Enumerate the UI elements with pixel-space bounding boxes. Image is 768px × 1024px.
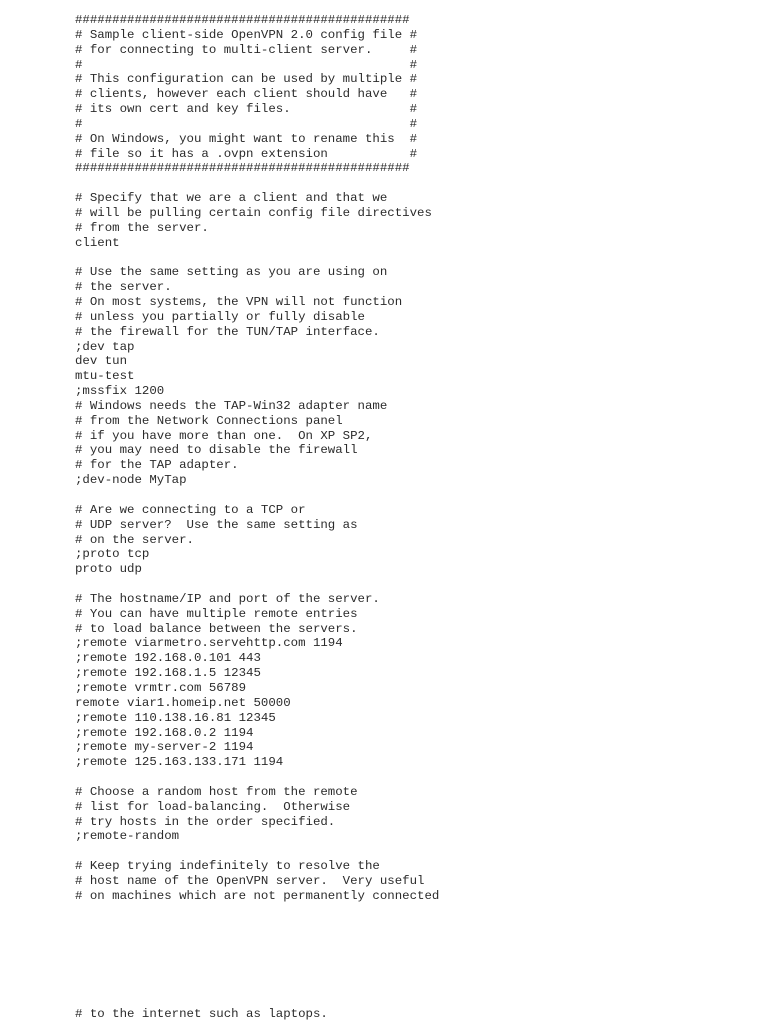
config-line: ;dev-node MyTap bbox=[75, 473, 187, 488]
config-line: # Use the same setting as you are using on bbox=[75, 265, 388, 280]
config-text-continued bbox=[75, 1007, 328, 1022]
config-line: # to the internet such as laptops. bbox=[75, 1007, 328, 1021]
config-line: # unless you partially or fully disable bbox=[75, 309, 365, 324]
config-line: # UDP server? Use the same setting as bbox=[75, 517, 358, 532]
config-line: # from the Network Connections panel bbox=[75, 413, 343, 428]
config-line: # you may need to disable the firewall bbox=[75, 443, 358, 458]
config-line: ;remote vrmtr.com 56789 bbox=[75, 680, 247, 695]
config-line: # for connecting to multi-client server. # bbox=[75, 42, 418, 57]
config-line: # on machines which are not permanently connected bbox=[75, 888, 440, 903]
config-line: # Windows needs the TAP-Win32 adapter name bbox=[75, 398, 388, 413]
config-line: # Sample client-side OpenVPN 2.0 config file # bbox=[75, 27, 418, 42]
config-line: # from the server. bbox=[75, 220, 209, 235]
config-line: # try hosts in the order specified. bbox=[75, 814, 336, 829]
config-line: # On most systems, the VPN will not function bbox=[75, 295, 403, 310]
config-line: # will be pulling certain config file directives bbox=[75, 205, 432, 220]
config-line: client bbox=[75, 235, 120, 250]
config-line bbox=[75, 488, 439, 503]
config-line: ############################################# bbox=[75, 13, 410, 27]
config-line: ;dev tap bbox=[75, 339, 135, 354]
config-line: # on the server. bbox=[75, 532, 194, 547]
config-line: # for the TAP adapter. bbox=[75, 458, 239, 473]
config-line: # # bbox=[75, 116, 418, 131]
config-line: # Are we connecting to a TCP or bbox=[75, 502, 306, 517]
config-line: ;remote 110.138.16.81 12345 bbox=[75, 710, 276, 725]
config-line: # list for load-balancing. Otherwise bbox=[75, 799, 351, 814]
config-line bbox=[75, 844, 439, 859]
config-line: ;remote 192.168.0.101 443 bbox=[75, 651, 261, 666]
config-line: ;remote 192.168.0.2 1194 bbox=[75, 725, 254, 740]
config-line: # # bbox=[75, 57, 418, 72]
config-line: # host name of the OpenVPN server. Very useful bbox=[75, 873, 425, 888]
config-line: # to load balance between the servers. bbox=[75, 621, 358, 636]
config-text bbox=[75, 13, 439, 904]
config-line: dev tun bbox=[75, 354, 128, 369]
config-line bbox=[75, 577, 439, 592]
config-line: ;remote 125.163.133.171 1194 bbox=[75, 755, 284, 770]
config-line: # Choose a random host from the remote bbox=[75, 784, 358, 799]
config-line: # the server. bbox=[75, 280, 172, 295]
config-line: # You can have multiple remote entries bbox=[75, 606, 358, 621]
config-line: proto udp bbox=[75, 562, 142, 577]
config-line: # This configuration can be used by multiple # bbox=[75, 72, 418, 87]
config-line: # Specify that we are a client and that we bbox=[75, 191, 388, 206]
config-line: ;mssfix 1200 bbox=[75, 384, 165, 399]
config-line: ############################################# bbox=[75, 161, 410, 176]
config-line: ;remote-random bbox=[75, 829, 180, 844]
config-line: mtu-test bbox=[75, 369, 135, 384]
config-line: # its own cert and key files. # bbox=[75, 102, 418, 117]
config-line: # if you have more than one. On XP SP2, bbox=[75, 428, 373, 443]
config-line bbox=[75, 770, 439, 785]
config-line: ;remote my-server-2 1194 bbox=[75, 740, 254, 755]
config-line: ;proto tcp bbox=[75, 547, 150, 562]
config-line: ;remote viarmetro.servehttp.com 1194 bbox=[75, 636, 343, 651]
config-line: # clients, however each client should have # bbox=[75, 87, 418, 102]
config-line: # file so it has a .ovpn extension # bbox=[75, 146, 418, 161]
config-line: # the firewall for the TUN/TAP interface. bbox=[75, 324, 380, 339]
config-line: # Keep trying indefinitely to resolve the bbox=[75, 859, 380, 874]
config-line bbox=[75, 251, 439, 266]
config-line: ;remote 192.168.1.5 12345 bbox=[75, 666, 261, 681]
config-line: # On Windows, you might want to rename this # bbox=[75, 131, 418, 146]
config-line: # The hostname/IP and port of the server. bbox=[75, 591, 380, 606]
config-line: remote viar1.homeip.net 50000 bbox=[75, 695, 291, 710]
config-line bbox=[75, 176, 439, 191]
